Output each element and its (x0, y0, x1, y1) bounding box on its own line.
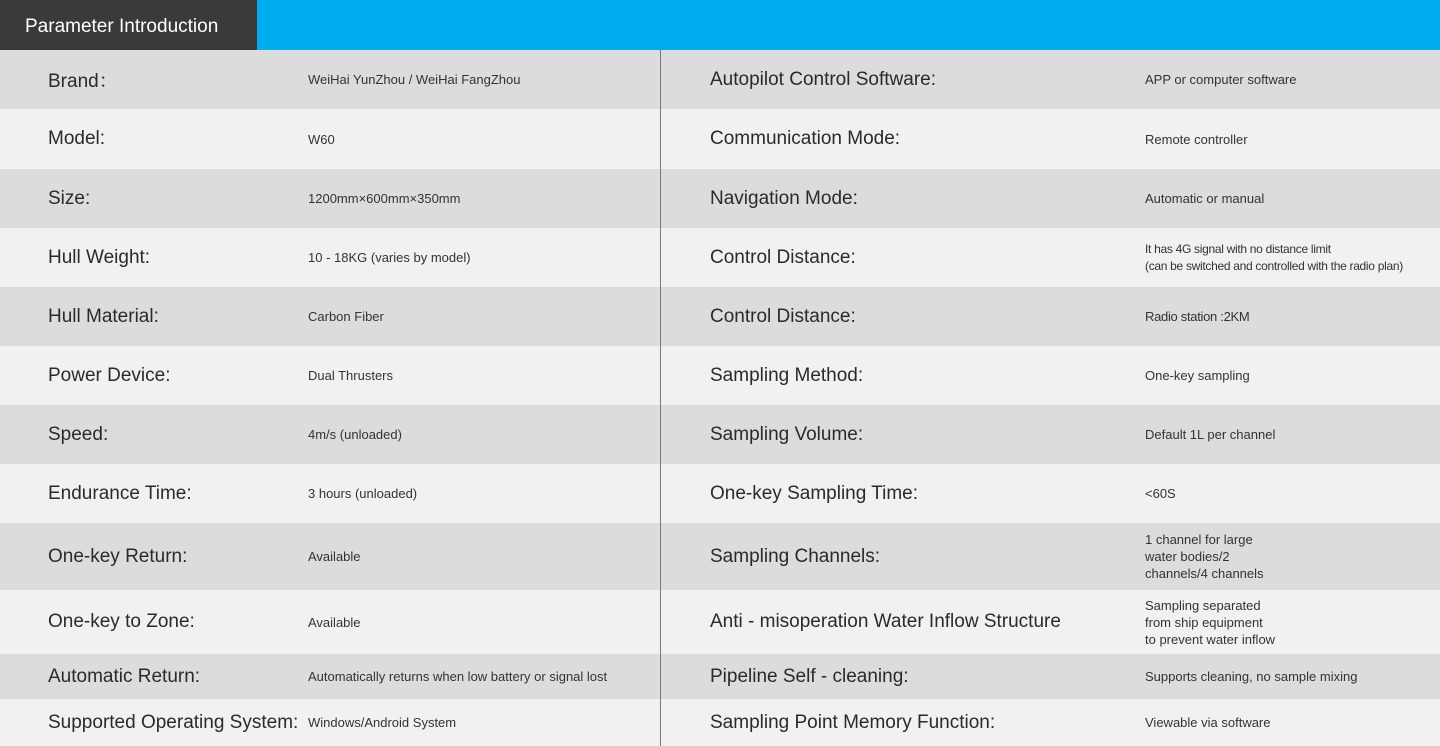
param-label: Pipeline Self - cleaning: (710, 665, 909, 687)
table-row (0, 523, 1440, 590)
param-label: Sampling Volume: (710, 423, 864, 445)
param-value: 10 - 18KG (varies by model) (308, 250, 471, 265)
param-value: Supports cleaning, no sample mixing (1145, 669, 1358, 684)
param-label: Model: (48, 128, 106, 149)
param-label: Control Distance: (710, 246, 856, 268)
table-row (0, 109, 1440, 169)
table-row (0, 169, 1440, 228)
param-label: Hull Material: (48, 305, 159, 327)
param-label: One-key Sampling Time: (710, 482, 919, 504)
table-row (0, 346, 1440, 405)
param-value: Dual Thrusters (308, 368, 394, 383)
param-value: It has 4G signal with no distance limit (can be switched and controlled with the radio plan) (1145, 241, 1403, 273)
param-value: Carbon Fiber (308, 309, 384, 324)
param-value: 4m/s (unloaded) (308, 427, 402, 442)
param-label: Speed: (48, 423, 109, 445)
table-row (0, 287, 1440, 346)
param-label: Hull Weight: (48, 246, 151, 268)
param-value: Viewable via software (1145, 715, 1271, 730)
param-value: <60S (1145, 486, 1176, 501)
table-row (0, 654, 1440, 699)
param-value: One-key sampling (1145, 368, 1250, 383)
table-row (0, 228, 1440, 287)
param-value: Available (308, 614, 361, 630)
param-label: Anti - misoperation Water Inflow Structure (710, 611, 1061, 632)
table-row (0, 699, 1440, 746)
param-label: Size: (48, 187, 91, 209)
section-title: Parameter Introduction (0, 0, 257, 50)
param-value: Remote controller (1145, 131, 1248, 147)
param-value: W60 (308, 131, 335, 147)
param-label: Sampling Method: (710, 364, 864, 386)
param-label: Control Distance: (710, 305, 856, 327)
param-label: Sampling Point Memory Function: (710, 711, 996, 733)
param-label: One-key to Zone: (48, 611, 195, 632)
param-label: Endurance Time: (48, 482, 192, 504)
table-row (0, 50, 1440, 109)
header-bar (0, 0, 1440, 50)
parameter-table (0, 50, 1440, 746)
param-value: Automatic or manual (1145, 191, 1265, 206)
param-value: 3 hours (unloaded) (308, 486, 418, 501)
param-value: Sampling separated from ship equipment to prevent water inflow (1145, 597, 1276, 647)
param-label: Brand： (48, 71, 118, 92)
table-row (0, 405, 1440, 464)
param-value: Windows/Android System (308, 715, 457, 730)
param-value: Available (308, 549, 361, 564)
param-label: Supported Operating System: (48, 711, 299, 733)
param-label: Sampling Channels: (710, 545, 881, 567)
param-value: Automatically returns when low battery or signal lost (308, 669, 608, 684)
param-label: Power Device: (48, 364, 171, 386)
param-value: Default 1L per channel (1145, 427, 1276, 442)
param-value: Radio station :2KM (1145, 309, 1250, 324)
param-label: Automatic Return: (48, 665, 201, 687)
table-row (0, 464, 1440, 523)
param-label: Navigation Mode: (710, 187, 858, 209)
column-divider (660, 50, 661, 746)
param-label: Autopilot Control Software: (710, 68, 937, 90)
param-value: 1 channel for large water bodies/2 channels/4 channels (1145, 532, 1264, 581)
param-value: 1200mm×600mm×350mm (308, 191, 461, 206)
param-value: APP or computer software (1145, 72, 1297, 87)
param-label: Communication Mode: (710, 128, 901, 149)
param-label: One-key Return: (48, 545, 188, 567)
param-value: WeiHai YunZhou / WeiHai FangZhou (308, 72, 521, 87)
table-row (0, 590, 1440, 654)
